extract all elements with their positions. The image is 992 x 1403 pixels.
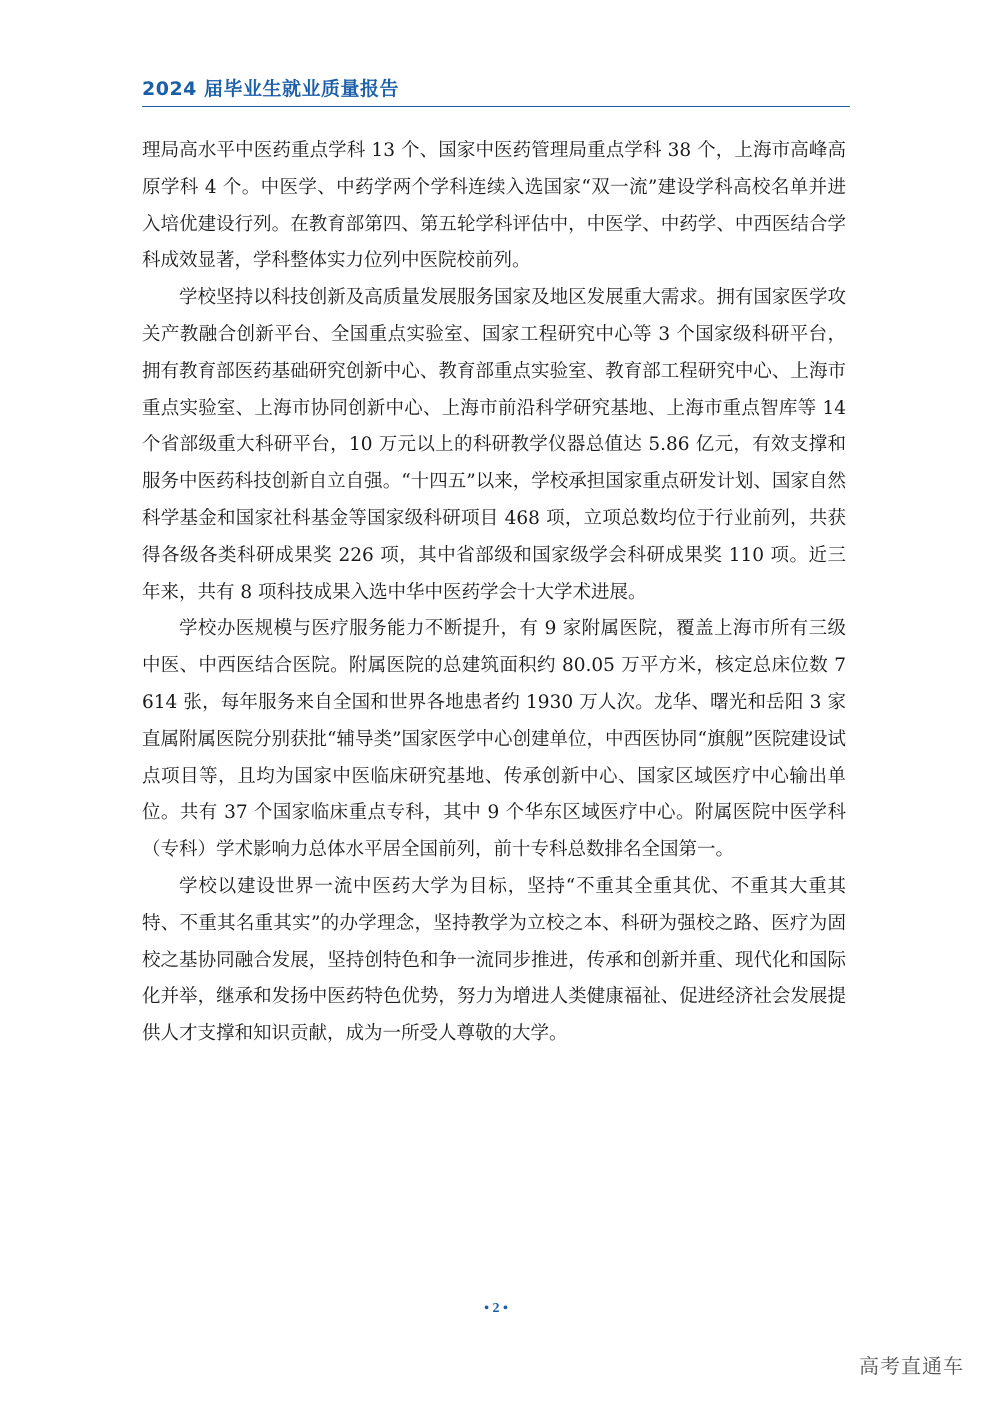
paragraph-1: 理局高水平中医药重点学科 13 个、国家中医药管理局重点学科 38 个，上海市高峰高原学科 4 个。中医学、中药学两个学科连续入选国家“双一流”建设学科高校名单并进入培优建设行列。在教育部第四、第五轮学科评估中，中医学、中药学、中西医结合学科成效显著，学科整体实力位列中医院校前列。: [142, 140, 846, 272]
paragraph-3: 学校办医规模与医疗服务能力不断提升，有 9 家附属医院，覆盖上海市所有三级中医、中西医结合医院。附属医院的总建筑面积约 80.05 万平方米，核定总床位数 7614 张，每年服务来自全国和世界各地患者约 1930 万人次。龙华、曙光和岳阳 3 家直属附属医院分别获批“辅导类”国家医学中心创建单位，中西医协同“旗舰”医院建设试点项目等，且均为国家中医临床研究基地、传承创新中心、国家区域医疗中心输出单位。共有 37 个国家临床重点专科，其中 9 个华东区域医疗中心。附属医院中医学科（专科）学术影响力总体水平居全国前列，前十专科总数排名全国第一。: [142, 618, 846, 861]
page-header: [142, 76, 850, 107]
paragraph-4: 学校以建设世界一流中医药大学为目标，坚持“不重其全重其优、不重其大重其特、不重其名重其实”的办学理念，坚持教学为立校之本、科研为强校之路、医疗为固校之基协同融合发展，坚持创特色和争一流同步推进，传承和创新并重、现代化和国际化并举，继承和发扬中医药特色优势，努力为增进人类健康福祉、促进经济社会发展提供人才支撑和知识贡献，成为一所受人尊敬的大学。: [142, 875, 846, 1045]
report-title: 2024 届毕业生就业质量报告: [142, 78, 399, 100]
paragraph-2: 学校坚持以科技创新及高质量发展服务国家及地区发展重大需求。拥有国家医学攻关产教融合创新平台、全国重点实验室、国家工程研究中心等 3 个国家级科研平台，拥有教育部医药基础研究创新中心、教育部重点实验室、教育部工程研究中心、上海市重点实验室、上海市协同创新中心、上海市前沿科学研究基地、上海市重点智库等 14 个省部级重大科研平台，10 万元以上的科研教学仪器总值达 5.86 亿元，有效支撑和服务中医药科技创新自立自强。“十四五”以来，学校承担国家重点研发计划、国家自然科学基金和国家社科基金等国家级科研项目 468 项，立项总数均位于行业前列，共获得各级各类科研成果奖 226 项，其中省部级和国家级学会科研成果奖 110 项。近三年来，共有 8 项科技成果入选中华中医药学会十大学术进展。: [142, 287, 846, 603]
body-text: [142, 133, 846, 1053]
header-divider: [142, 106, 850, 107]
watermark-text: 高考直通车: [859, 1354, 964, 1378]
page-number: • 2 •: [484, 1301, 508, 1316]
